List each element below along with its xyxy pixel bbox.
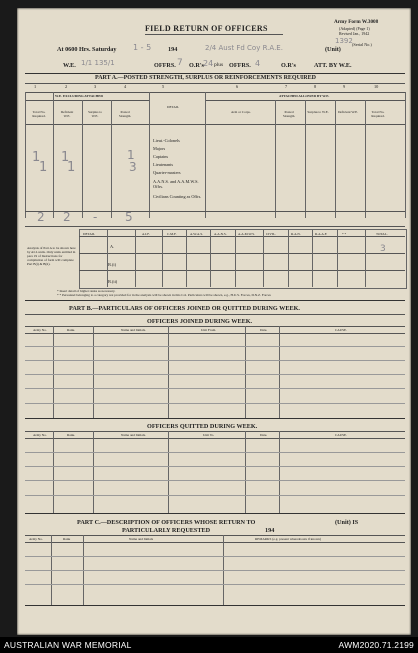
part-c-header: REMARKS (e.g. present whereabouts if known) — [255, 537, 322, 541]
rule — [25, 403, 405, 404]
analysis-row-label: B.(ii) — [108, 279, 118, 284]
grid-line — [107, 229, 108, 287]
joined-header: Name and Initials. — [121, 328, 146, 332]
rule — [25, 584, 405, 585]
rule — [79, 236, 405, 237]
hw-col2-b: 1 — [67, 160, 76, 175]
rule — [25, 495, 405, 496]
footer-institution: AUSTRALIAN WAR MEMORIAL — [4, 640, 132, 650]
col-header: Total No. Required. — [371, 110, 385, 118]
grid-line — [405, 92, 406, 218]
analysis-note: Analysis of Part A to be shown here by ALL units. Only units entitled in para 19 of Instructions for compilation of form will complete Part B(i) & B(ii). — [27, 246, 76, 266]
footnote-2: * * Personnel belonging to a category not provided for in the analysis will be shown in this Col. Particulars will be shown, e.g., H.U.S. Forces, D.N.Z. Forces — [57, 293, 271, 297]
quitted-header: Rank. — [67, 433, 76, 437]
part-a-top-rule — [25, 73, 405, 74]
hw-total-2: 2 — [63, 210, 71, 224]
grid-line — [365, 229, 366, 287]
col-number: 1 — [34, 84, 37, 89]
rule — [25, 374, 405, 375]
col-number: 3 — [94, 84, 97, 89]
grid-line — [312, 229, 313, 287]
hw-col1-b: 1 — [39, 160, 48, 175]
part-c-header: Rank — [63, 537, 71, 541]
rule — [25, 605, 405, 606]
hw-ors: 24 — [203, 59, 214, 68]
grid-line — [235, 229, 236, 287]
joined-header: CAUSE. — [335, 328, 347, 332]
part-b-top-rule — [25, 300, 405, 301]
analysis-header: TOTAL. — [376, 232, 388, 236]
part-c-title: PART C.—DESCRIPTION OF OFFICERS WHOSE RETURN TO — [77, 519, 256, 526]
analysis-table — [79, 229, 407, 289]
hw-offrs: 7 — [177, 58, 183, 68]
grid-line — [162, 229, 163, 287]
part-a-title: PART A.—POSTED STRENGTH, SURPLUS OR REINFORCEMENTS REQUIRED — [95, 75, 316, 81]
joined-header: Unit From. — [201, 328, 217, 332]
grid-line — [82, 100, 83, 218]
rule — [25, 513, 405, 514]
grid-line — [288, 229, 289, 287]
grid-line — [168, 431, 169, 513]
col-header: Surplus to W.E. — [307, 110, 329, 114]
col-number: 2 — [65, 84, 68, 89]
col-header: Deficient W.E. — [337, 110, 359, 114]
hw-we-no: 1/1 135/1 — [81, 59, 115, 67]
part-c-header: Name and Initials — [129, 537, 154, 541]
analysis-header: A.A.M.W.S. — [238, 232, 255, 236]
col-number: 10 — [374, 84, 379, 89]
quitted-header: Date. — [260, 433, 268, 437]
rule — [25, 480, 405, 481]
grid-line — [337, 229, 338, 287]
ors2-label: O.R's — [281, 62, 296, 69]
analysis-header: CIVIL. — [266, 232, 276, 236]
grid-line — [135, 229, 136, 287]
rank-label: Majors — [153, 146, 166, 151]
rule — [25, 360, 405, 361]
quitted-header: Army No. — [33, 433, 47, 437]
joined-header: Army No. — [33, 328, 47, 332]
rule — [79, 270, 405, 271]
analysis-row-label: A. — [110, 244, 115, 249]
joined-header: Rank. — [67, 328, 76, 332]
rule — [25, 346, 405, 347]
hw-total-col: 3 — [380, 244, 386, 254]
rule — [25, 314, 405, 315]
we-excluding-label: W.E. EXCLUDING ATTACHED — [55, 94, 103, 98]
form-title: FIELD RETURN OF OFFICERS — [145, 24, 268, 33]
ors-label: O.R's — [189, 62, 204, 69]
serial-no-label: (Serial No.) — [352, 42, 372, 47]
hw-total-4: 5 — [125, 210, 133, 224]
rank-label: Lieutenants — [153, 162, 174, 167]
quitted-title: OFFICERS QUITTED DURING WEEK. — [147, 423, 258, 430]
analysis-header: R.A.A.F. — [315, 232, 328, 236]
col-number: 7 — [285, 84, 288, 89]
rule — [25, 226, 405, 227]
rule — [25, 570, 405, 571]
grid-line — [149, 92, 150, 218]
grid-line — [25, 92, 26, 218]
rank-label: Captains — [153, 154, 169, 159]
hw-total-3: - — [93, 210, 98, 224]
grid-line — [53, 431, 54, 513]
rank-label: A.A.N.S. and A.A.M.W.S. Offrs. — [153, 179, 199, 189]
form-revised: Revised Jan., 1942 — [339, 31, 370, 36]
at-hrs-label: At 0600 Hrs. Saturday — [57, 46, 117, 53]
form-sheet — [17, 8, 411, 635]
grid-line — [186, 229, 187, 287]
rule — [25, 388, 405, 389]
grid-line — [365, 100, 366, 218]
grid-line — [305, 100, 306, 218]
analysis-header: * * — [342, 232, 347, 236]
offrs-label: OFFRS. — [154, 62, 176, 69]
plus-label: plus — [214, 62, 224, 68]
rule — [25, 542, 405, 543]
grid-line — [335, 100, 336, 218]
col-header: Posted Strength. — [118, 110, 132, 118]
joined-header: Date. — [260, 328, 268, 332]
analysis-header: A.A.N.S. — [214, 232, 227, 236]
part-c-requested: PARTICULARLY REQUESTED — [122, 527, 211, 534]
title-underline — [145, 34, 283, 35]
grid-line — [53, 92, 54, 218]
rule — [79, 253, 405, 254]
quitted-header: CAUSE. — [335, 433, 347, 437]
part-b-title: PART B.—PARTICULARS OF OFFICERS JOINED OR QUITTED DURING WEEK. — [69, 305, 300, 312]
part-c-year: 194 — [265, 527, 275, 534]
col-number: 6 — [236, 84, 239, 89]
grid-line — [111, 100, 112, 218]
col-header: Deficient W.E. — [60, 110, 74, 118]
grid-line — [245, 431, 246, 513]
col-header: Total No. Required. — [32, 110, 46, 118]
hw-col4-b: 3 — [129, 160, 137, 174]
year-label: 194 — [168, 46, 178, 53]
analysis-header: DETAIL — [83, 232, 95, 236]
analysis-row-label: B.(i) — [108, 262, 116, 267]
part-c-header: Army No. — [29, 537, 43, 541]
grid-line — [93, 431, 94, 513]
grid-line — [279, 326, 280, 418]
part-c-unit-is: (Unit) IS — [335, 519, 359, 526]
rank-label: Civilians Counting as Offrs. — [153, 194, 202, 199]
quitted-header: Unit To. — [203, 433, 215, 437]
hw-offrs2: 4 — [255, 59, 261, 68]
quitted-table — [25, 431, 405, 513]
grid-line — [168, 326, 169, 418]
grid-line — [245, 326, 246, 418]
grid-line — [263, 229, 264, 287]
rule — [25, 452, 405, 453]
rule — [25, 556, 405, 557]
att-by-we-label: ATT. BY W.E. — [314, 62, 352, 69]
offrs2-label: OFFRS. — [229, 62, 251, 69]
rule — [25, 100, 149, 101]
we-label: W.E. — [63, 62, 76, 69]
analysis-header: A.I.F. — [142, 232, 150, 236]
attached-allowed-label: ATTACHED ALLOWED BY W.E. — [279, 94, 330, 98]
rank-label: Quarter-masters — [153, 170, 181, 175]
rule — [25, 333, 405, 334]
hw-col2-a: 1 — [61, 150, 70, 165]
grid-line — [53, 326, 54, 418]
col-number: 5 — [162, 84, 165, 89]
analysis-header: A.W.A.S. — [190, 232, 204, 236]
quitted-header: Name and Initials. — [121, 433, 146, 437]
hw-col4-a: 1 — [127, 148, 135, 162]
rule — [25, 438, 405, 439]
col-header: Arm or Corps. — [231, 110, 251, 114]
joined-table — [25, 326, 405, 418]
hw-serial: 1392 — [335, 37, 353, 45]
footer-accession-number: AWM2020.71.2199 — [338, 640, 414, 650]
hw-unit: 2/4 Aust Fd Coy R.A.E. — [205, 44, 283, 52]
grid-line — [93, 326, 94, 418]
hw-total-1: 2 — [37, 210, 45, 224]
form-adapted: (Adapted) (Page 1) — [339, 26, 370, 31]
grid-line — [275, 100, 276, 218]
rule — [25, 92, 405, 93]
col-header: Posted Strength. — [282, 110, 296, 118]
col-number: 4 — [124, 84, 127, 89]
column-numbers — [17, 83, 411, 91]
col-number: 9 — [343, 84, 346, 89]
hw-col1-a: 1 — [32, 150, 41, 165]
grid-line — [279, 431, 280, 513]
col-header: Surplus to W.E. — [88, 110, 102, 118]
grid-line — [205, 92, 206, 218]
rule — [25, 418, 405, 419]
col-header: DETAIL — [167, 105, 179, 109]
footnote-1: * Insert detail of higher ranks as necessary. — [57, 289, 116, 293]
rank-label: Lieut.-Colonels — [153, 138, 180, 143]
archive-footer — [0, 637, 418, 653]
grid-line — [210, 229, 211, 287]
form-number: Army Form W.3008 — [334, 19, 379, 25]
analysis-header: R.A.N. — [291, 232, 301, 236]
joined-title: OFFICERS JOINED DURING WEEK. — [147, 318, 253, 325]
rule — [25, 466, 405, 467]
unit-label: (Unit) — [325, 46, 341, 53]
rule — [25, 211, 405, 212]
hw-date: 1 - 5 — [133, 43, 152, 52]
analysis-header: C.M.F. — [167, 232, 177, 236]
col-number: 8 — [314, 84, 317, 89]
